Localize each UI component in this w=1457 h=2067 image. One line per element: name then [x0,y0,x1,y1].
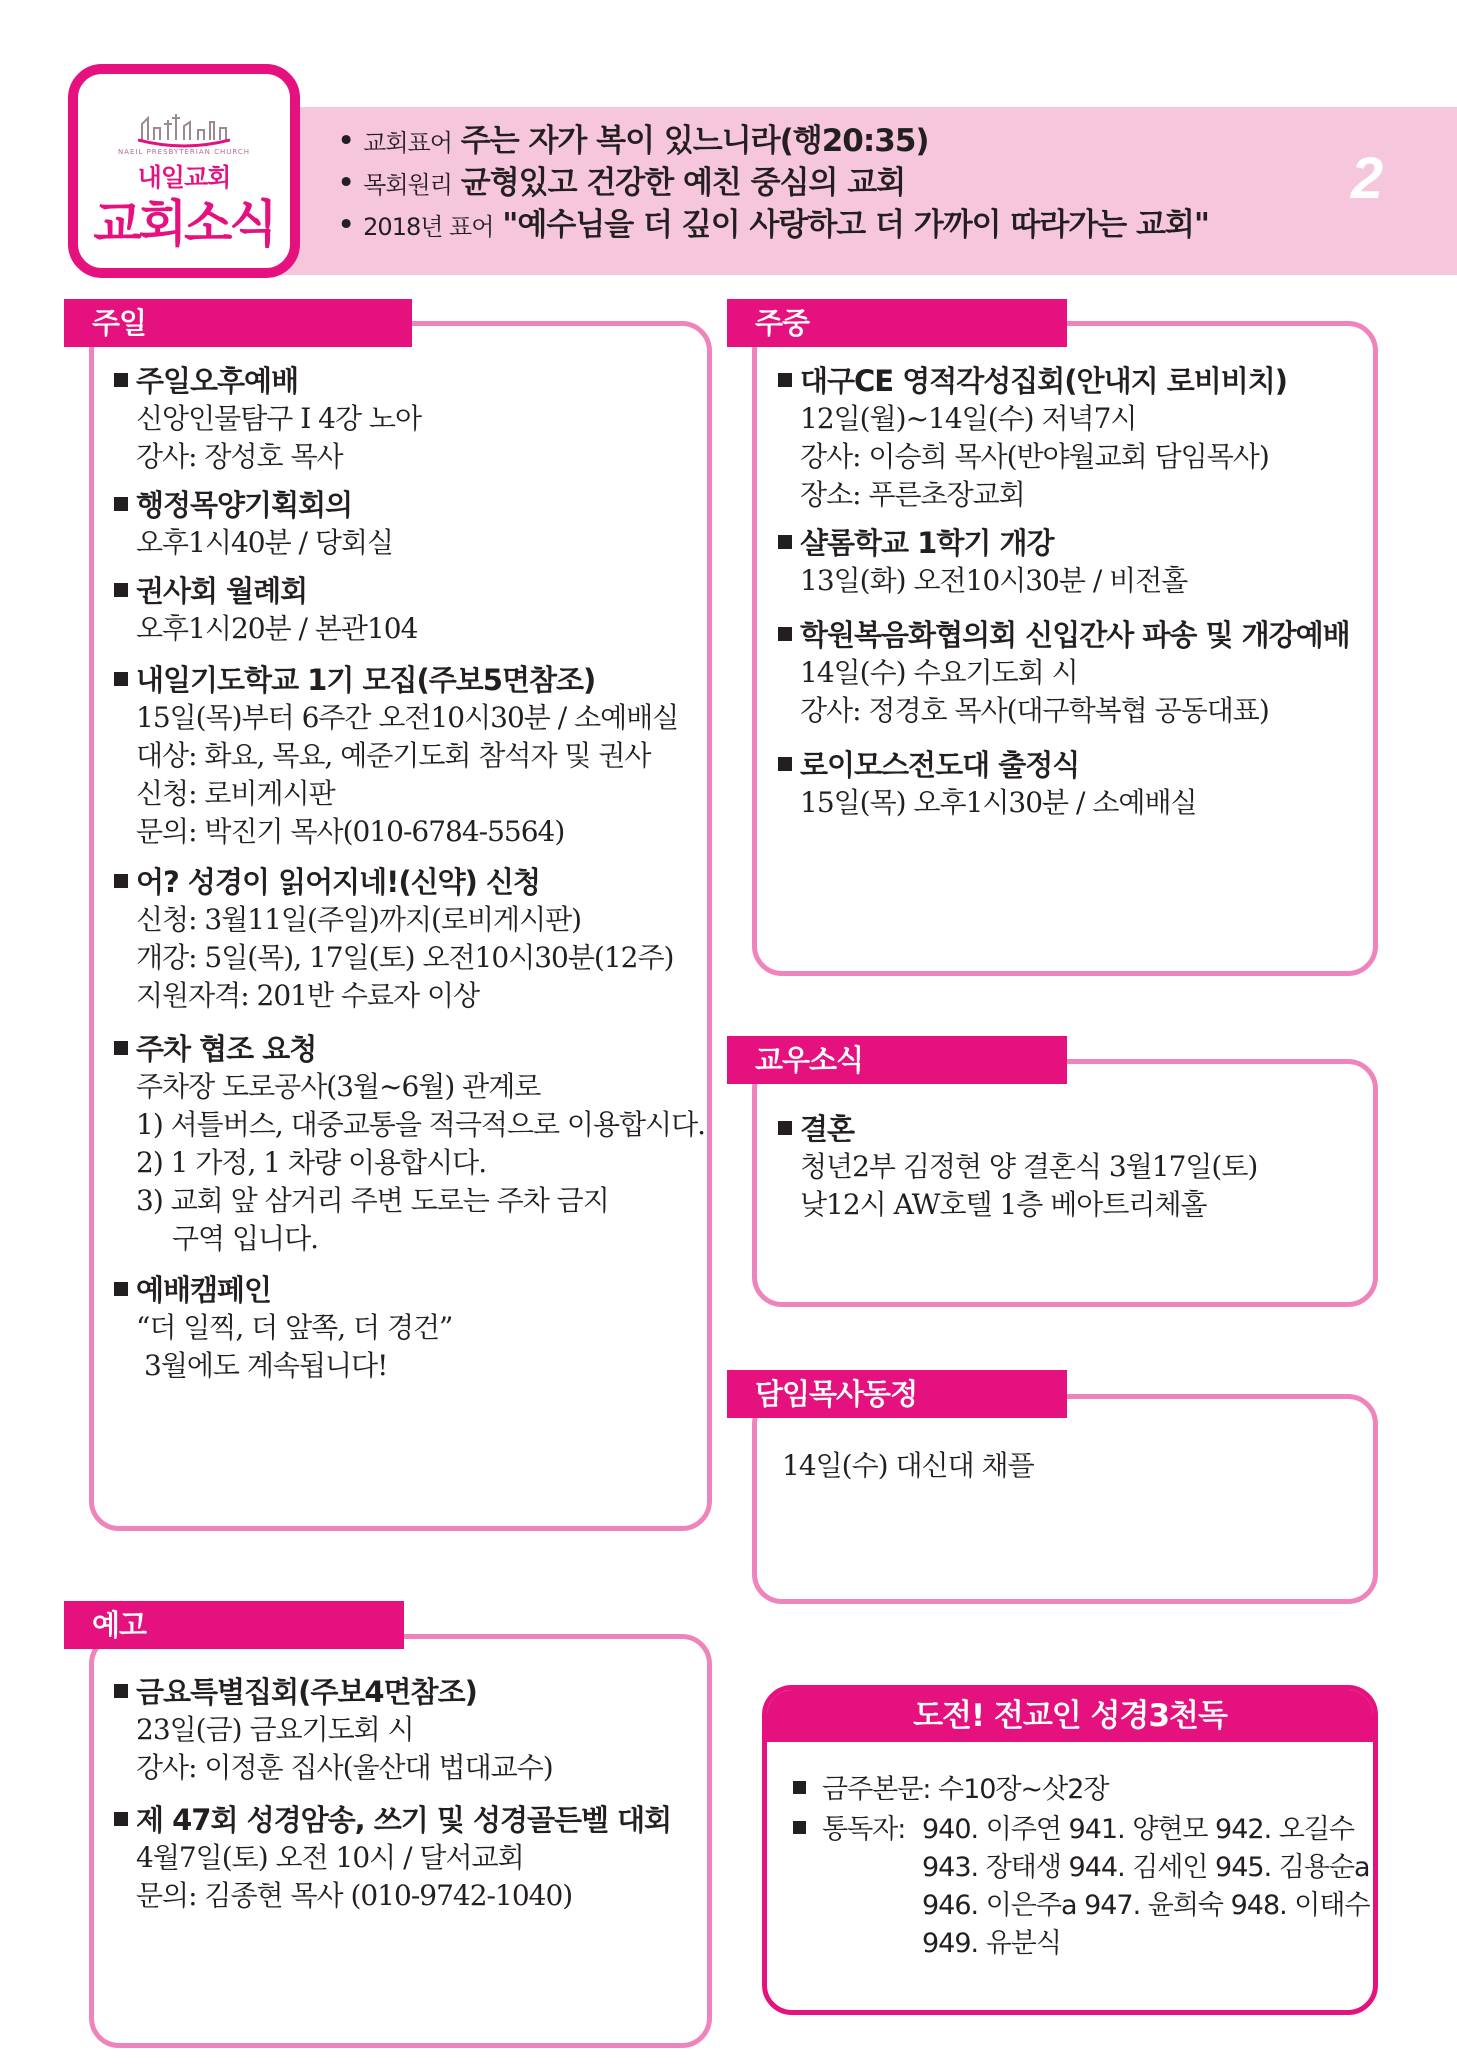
bullet-square-icon [114,373,128,387]
bullet-square-icon [778,627,792,641]
bullet-square-icon [778,757,792,771]
pastor-section-box [752,1394,1378,1604]
readers-line: 949. 유분식 [922,1928,1061,1959]
bible-challenge-box [762,1685,1378,2015]
page-number: 2 [1351,146,1384,211]
bullet-square-icon [114,1041,128,1055]
logo-english-name: NAEIL PRESBYTERIAN CHURCH [117,148,251,156]
weekday-item-campus-mission: 학원복음화협의회 신입간사 파송 및 개강예배 14일(수) 수요기도회 시 강사: 정경호 목사(대구학복협 공동대표) [778,616,1350,730]
bullet-square-icon [778,535,792,549]
sunday-section-tab: 주일 [64,299,412,347]
readers-line: 943. 장태생 944. 김세인 945. 김용순a [922,1852,1370,1883]
bullet-square-icon [114,583,128,597]
readers-label-line: 통독자: [793,1812,905,1848]
bullet-square-icon [114,1684,128,1698]
readers-line: 946. 이은주a 947. 윤희숙 948. 이태수 [922,1890,1370,1921]
sunday-item-afternoon-service: 주일오후예배 신앙인물탐구 I 4강 노아 강사: 장성호 목사 [114,362,421,476]
readers-line: 940. 이주연 941. 양현모 942. 오길수 [922,1814,1355,1845]
weekday-section-tab: 주중 [727,299,1067,347]
bible-challenge-title: 도전! 전교인 성경3천독 [767,1690,1373,1742]
bullet-square-icon [114,497,128,511]
weekday-item-loimos-launch: 로이모스전도대 출정식 15일(목) 오후1시30분 / 소예배실 [778,746,1197,822]
sunday-item-deaconess-meeting: 권사회 월례회 오후1시20분 / 본관104 [114,572,417,648]
sunday-item-prayer-school: 내일기도학교 1기 모집(주보5면참조) 15일(목)부터 6주간 오전10시30분 / 소예배실 대상: 화요, 목요, 예준기도회 참석자 및 권사 신청: 로비게시판 문의: 박진기 목사(010-6784-5564) [114,661,678,851]
weekday-item-shalom-school: 샬롬학교 1학기 개강 13일(화) 오전10시30분 / 비전홀 [778,524,1187,600]
bullet-square-icon [778,1121,792,1135]
motto-ministry: • 목회원리 균형있고 건강한 예친 중심의 교회 [337,165,906,201]
notice-section-tab: 예고 [64,1601,404,1649]
members-item-wedding: 결혼 청년2부 김정현 양 결혼식 3월17일(토) 낮12시 AW호텔 1층 베아트리체홀 [778,1110,1257,1224]
motto-2018: • 2018년 표어 "예수님을 더 깊이 사랑하고 더 가까이 따라가는 교회" [337,207,1209,243]
bullet-square-icon [114,874,128,888]
sunday-item-worship-campaign: 예배캠페인 “더 일찍, 더 앞쪽, 더 경건” 3월에도 계속됩니다! [114,1271,452,1385]
bullet-square-icon [114,672,128,686]
church-logo-badge [68,64,300,278]
members-section-tab: 교우소식 [727,1036,1067,1084]
motto-church: • 교회표어 주는 자가 복이 있느니라(행20:35) [337,123,929,159]
bullet-square-icon [793,1821,806,1834]
weekday-item-ce-revival: 대구CE 영적각성집회(안내지 로비비치) 12일(월)~14일(수) 저녁7시 강사: 이승희 목사(반야월교회 담임목사) 장소: 푸른초장교회 [778,362,1287,514]
bullet-square-icon [114,1282,128,1296]
sunday-item-parking-request: 주차 협조 요청 주차장 도로공사(3월~6월) 관계로 1) 셔틀버스, 대중교통을 적극적으로 이용합시다. 2) 1 가정, 1 차량 이용합시다. 3) 교회 앞 삼거리 주변 도로는 주차 금지 구역 입니다. [114,1030,705,1258]
bullet-square-icon [793,1781,806,1794]
sunday-item-bible-reading: 어? 성경이 읽어지네!(신약) 신청 신청: 3월11일(주일)까지(로비게시판) 개강: 5일(목), 17일(토) 오전10시30분(12주) 지원자격: 201반 수료자 이상 [114,863,673,1015]
pastor-schedule: 14일(수) 대신대 채플 [782,1449,1034,1482]
church-skyline-icon [138,110,230,148]
sunday-item-planning-meeting: 행정목양기획회의 오후1시40분 / 당회실 [114,486,393,562]
weekly-text-line: 금주본문: 수10장~삿2장 [793,1772,1109,1808]
notice-item-bible-contest: 제 47회 성경암송, 쓰기 및 성경골든벨 대회 4월7일(토) 오전 10시 / 달서교회 문의: 김종현 목사 (010-9742-1040) [114,1801,671,1915]
bullet-square-icon [778,373,792,387]
pastor-section-tab: 담임목사동정 [727,1370,1067,1418]
notice-item-friday-meeting: 금요특별집회(주보4면참조) 23일(금) 금요기도회 시 강사: 이정훈 집사(울산대 법대교수) [114,1673,553,1787]
page-title: 교회소식 [93,195,275,253]
bullet-square-icon [114,1812,128,1826]
logo-church-name: 내일교회 [137,163,231,192]
